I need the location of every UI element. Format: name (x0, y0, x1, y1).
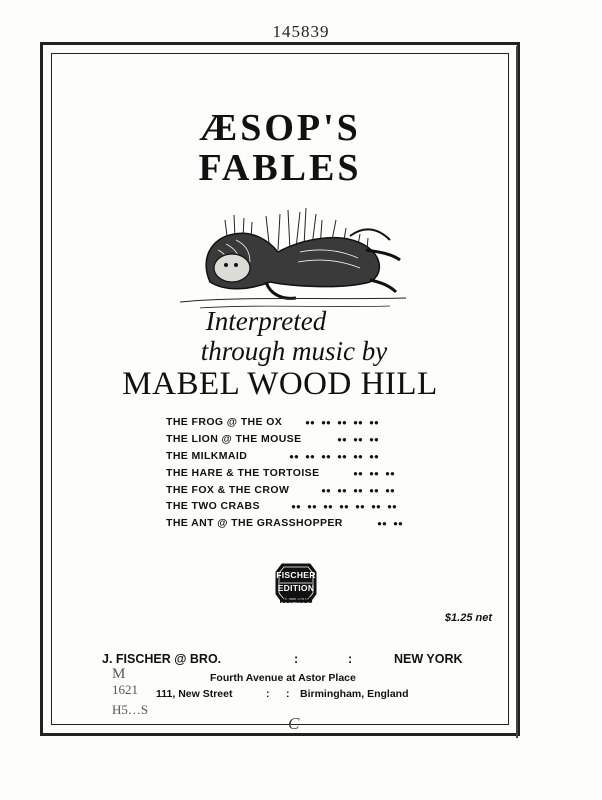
list-item (166, 498, 406, 515)
leader-dots: ●● ●● ●● (353, 468, 395, 478)
cover-border (40, 42, 520, 736)
leader-dots: ●● ●● ●● ●● ●● ●● ●● (291, 502, 397, 512)
leader-dots: ●● ●● ●● ●● ●● ●● (289, 451, 379, 461)
list-item (166, 431, 406, 448)
address-separator: : (266, 688, 270, 700)
piece-title: THE FROG @ THE OX (166, 416, 283, 429)
subtitle-line-1: Interpreted (205, 306, 327, 336)
lion-illustration (170, 190, 410, 310)
piece-title: THE ANT @ THE GRASSHOPPER (166, 517, 343, 530)
contents-list (166, 414, 406, 532)
piece-title: THE FOX & THE CROW (166, 483, 290, 496)
call-number-line-2: 1621 (112, 682, 138, 697)
page-edge-shadow (516, 46, 518, 738)
logo-line-2: EDITION (277, 583, 315, 593)
pencil-mark: C (288, 714, 300, 733)
list-item (166, 515, 406, 532)
publisher-separator: : (348, 652, 353, 666)
leader-dots: ●● ●● ●● ●● ●● (305, 418, 379, 428)
price-label: $1.25 net (444, 612, 492, 624)
title-line-2: FABLES (198, 147, 362, 189)
inner-border (51, 53, 509, 733)
call-number-line-3: H5…S (112, 702, 149, 717)
composer-name: MABEL WOOD HILL (122, 366, 438, 402)
publisher-city: NEW YORK (394, 652, 463, 666)
list-item (166, 481, 406, 498)
call-number-line-1: M (112, 666, 126, 682)
leader-dots: ●● ●● ●● (337, 435, 379, 445)
piece-title: THE LION @ THE MOUSE (166, 433, 302, 446)
accession-number: 145839 (272, 22, 330, 41)
publisher-separator: : (294, 652, 299, 666)
list-item (166, 464, 406, 481)
piece-title: THE HARE & THE TORTOISE (166, 466, 320, 479)
edition-number: No. 4586 (279, 596, 313, 605)
publisher-address-1: Fourth Avenue at Astor Place (210, 672, 356, 684)
piece-title: THE MILKMAID (166, 449, 248, 462)
list-item (166, 448, 406, 465)
subtitle-line-2: through music by (200, 336, 388, 366)
logo-line-1: FISCHER (276, 570, 316, 580)
title-line-1: ÆSOP'S (199, 107, 361, 149)
leader-dots: ●● ●● (377, 519, 403, 529)
list-item (166, 414, 406, 431)
piece-title: THE TWO CRABS (166, 500, 260, 513)
address-city: Birmingham, England (300, 688, 409, 700)
publisher-name: J. FISCHER @ BRO. (102, 652, 222, 666)
leader-dots: ●● ●● ●● ●● ●● (321, 485, 395, 495)
address-street: 111, New Street (156, 688, 233, 700)
address-separator: : (286, 688, 290, 700)
